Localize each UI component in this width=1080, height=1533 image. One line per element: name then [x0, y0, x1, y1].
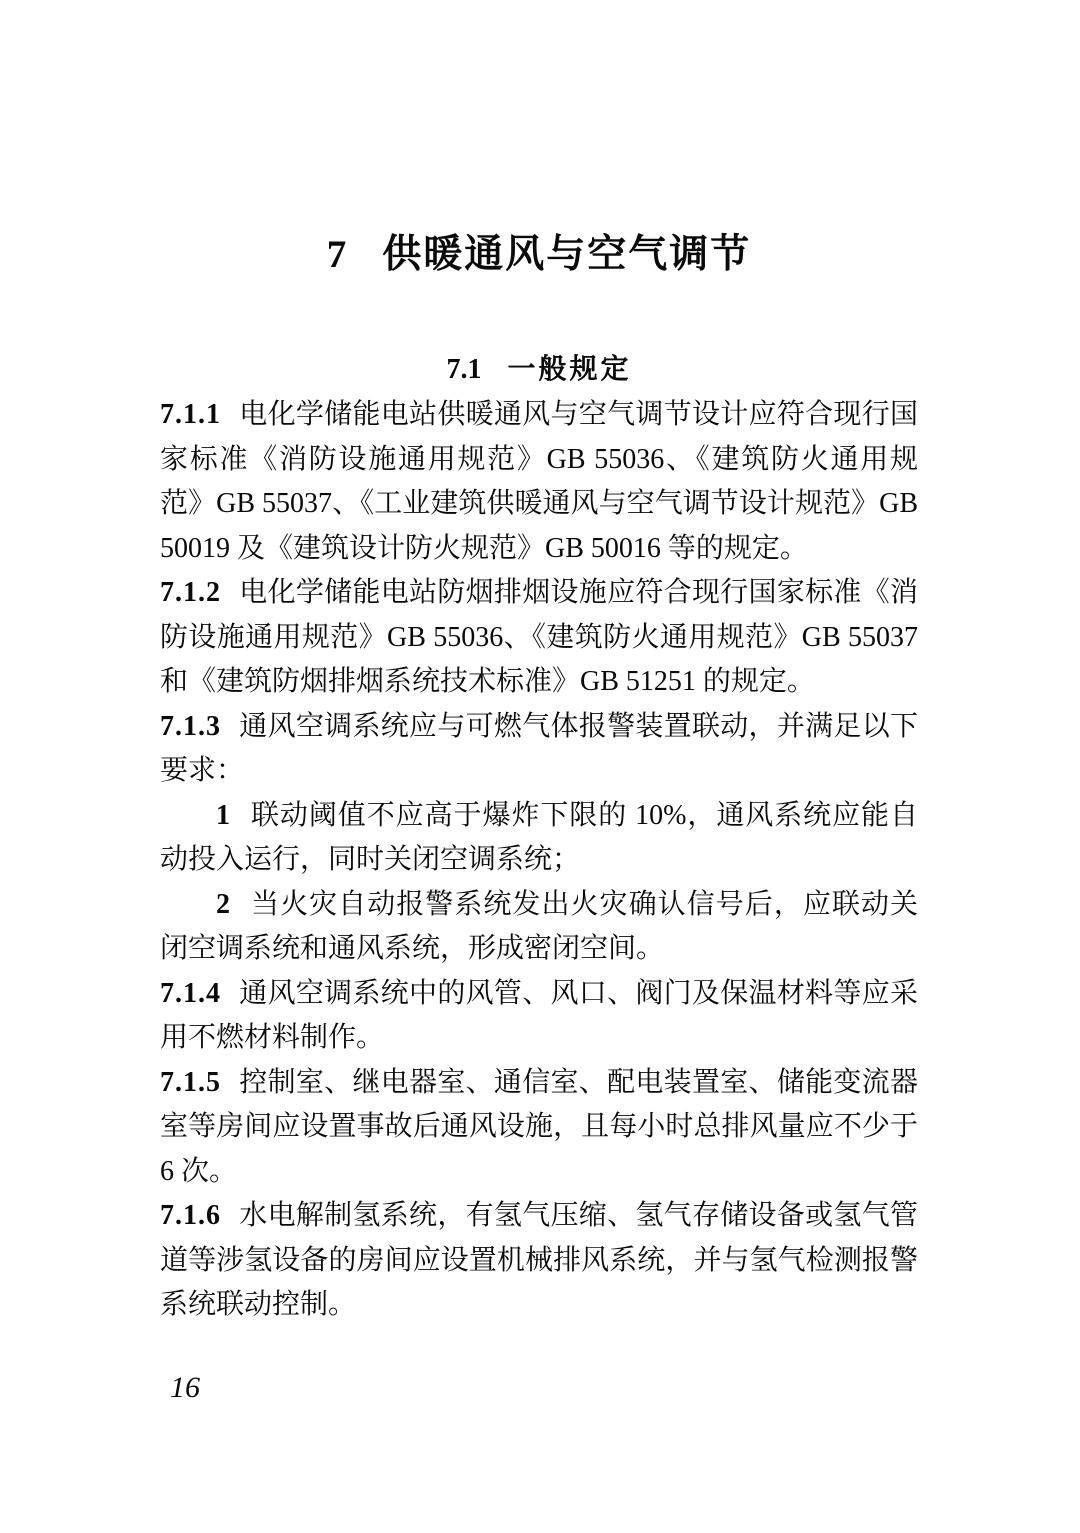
clause-7-1-3-item-1 — [160, 794, 918, 883]
subitem-number: 1 — [216, 799, 230, 831]
section-title — [160, 350, 918, 389]
clause-list — [160, 393, 918, 1328]
clause-text: 电化学储能电站防烟排烟设施应符合现行国家标准《消防设施通用规范》GB 55036、《建筑防火通用规范》GB 55037 和《建筑防烟排烟系统技术标准》GB 51251 的规定。 — [160, 577, 918, 697]
subitem-number: 2 — [216, 888, 230, 920]
clause-7-1-4 — [160, 972, 918, 1061]
clause-7-1-1 — [160, 393, 918, 571]
clause-7-1-6 — [160, 1194, 918, 1328]
clause-number: 7.1.5 — [160, 1066, 221, 1098]
chapter-name: 供暖通风与空气调节 — [382, 233, 752, 277]
section-name: 一般规定 — [507, 353, 632, 385]
chapter-title — [160, 230, 918, 280]
page-number: 16 — [170, 1371, 200, 1404]
clause-number: 7.1.2 — [160, 577, 221, 608]
subitem-text: 当火灾自动报警系统发出火灾确认信号后，应联动关闭空调系统和通风系统，形成密闭空间。 — [160, 888, 918, 964]
clause-7-1-3 — [160, 705, 918, 794]
clause-text: 通风空调系统应与可燃气体报警装置联动，并满足以下要求： — [160, 710, 918, 786]
clause-7-1-3-item-2 — [160, 883, 918, 972]
clause-7-1-5 — [160, 1061, 918, 1195]
clause-text: 通风空调系统中的风管、风口、阀门及保温材料等应采用不燃材料制作。 — [160, 977, 918, 1053]
clause-number: 7.1.6 — [160, 1200, 221, 1231]
section-number: 7.1 — [446, 354, 482, 386]
clause-7-1-2 — [160, 571, 918, 705]
clause-number: 7.1.4 — [160, 977, 221, 1009]
chapter-number: 7 — [326, 233, 347, 277]
subitem-text: 联动阈值不应高于爆炸下限的 10%，通风系统应能自动投入运行，同时关闭空调系统； — [160, 799, 918, 875]
clause-text: 水电解制氢系统，有氢气压缩、氢气存储设备或氢气管道等涉氢设备的房间应设置机械排风系统，并与氢气检测报警系统联动控制。 — [160, 1200, 918, 1320]
clause-text: 控制室、继电器室、通信室、配电装置室、储能变流器室等房间应设置事故后通风设施，且每小时总排风量应不少于 6 次。 — [160, 1066, 918, 1187]
clause-number: 7.1.3 — [160, 710, 221, 742]
clause-number: 7.1.1 — [160, 399, 221, 430]
clause-text: 电化学储能电站供暖通风与空气调节设计应符合现行国家标准《消防设施通用规范》GB 55036、《建筑防火通用规范》GB 55037、《工业建筑供暖通风与空气调节设计规范》GB 50019 及《建筑设计防火规范》GB 50016 等的规定。 — [160, 399, 918, 564]
